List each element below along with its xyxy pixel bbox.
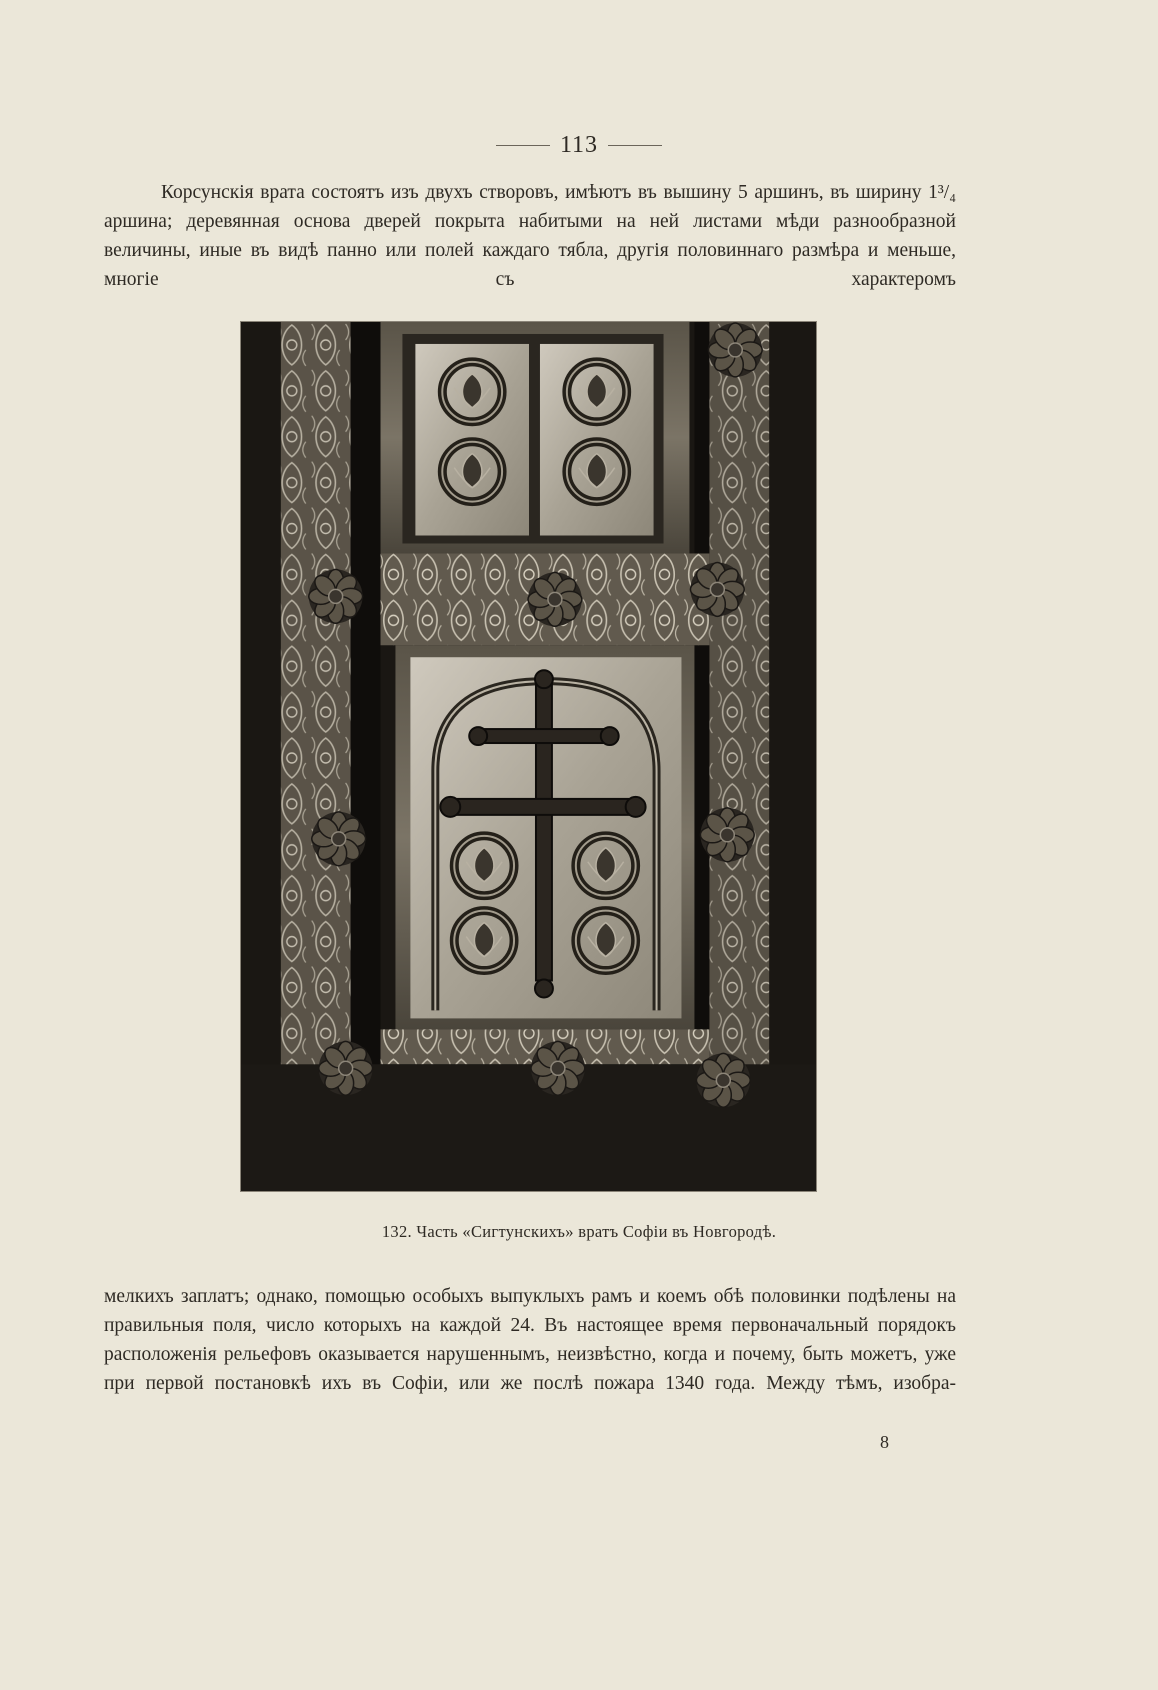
header-rule-right [608, 145, 662, 146]
door-photo-image [241, 322, 816, 1191]
header-rule-left [496, 145, 550, 146]
paragraph-bottom: мелкихъ заплатъ; однако, помощью особыхъ выпуклыхъ рамъ и коемъ обѣ половинки подѣлены на правильныя поля, число которыхъ на каждой 24. Въ настоящее время первоначальный порядокъ расположенія рельефовъ оказывается нарушеннымъ, неизвѣстно, когда и почему, быть можетъ, уже при первой постановкѣ ихъ въ Софіи, или же послѣ пожара 1340 года. Между тѣмъ, изобра- [104, 1286, 956, 1394]
signature-mark: 8 [880, 1432, 889, 1452]
page-number: 113 [559, 132, 599, 158]
paragraph-top: Корсунскія врата состоятъ изъ двухъ створовъ, имѣютъ въ вышину 5 аршинъ, въ ширину 1³/₄ аршина; деревянная основа дверей покрыта набитыми на ней листами мѣди разнообразной величины, иные въ видѣ панно или полей каждаго тябла, другія половиннаго размѣра и меньше, многіе съ характеромъ [104, 182, 956, 290]
figure-caption: 132. Часть «Сигтунскихъ» вратъ Софіи въ Новгородѣ. [381, 1222, 777, 1241]
door-photo [240, 321, 817, 1192]
page-header [0, 132, 1158, 159]
